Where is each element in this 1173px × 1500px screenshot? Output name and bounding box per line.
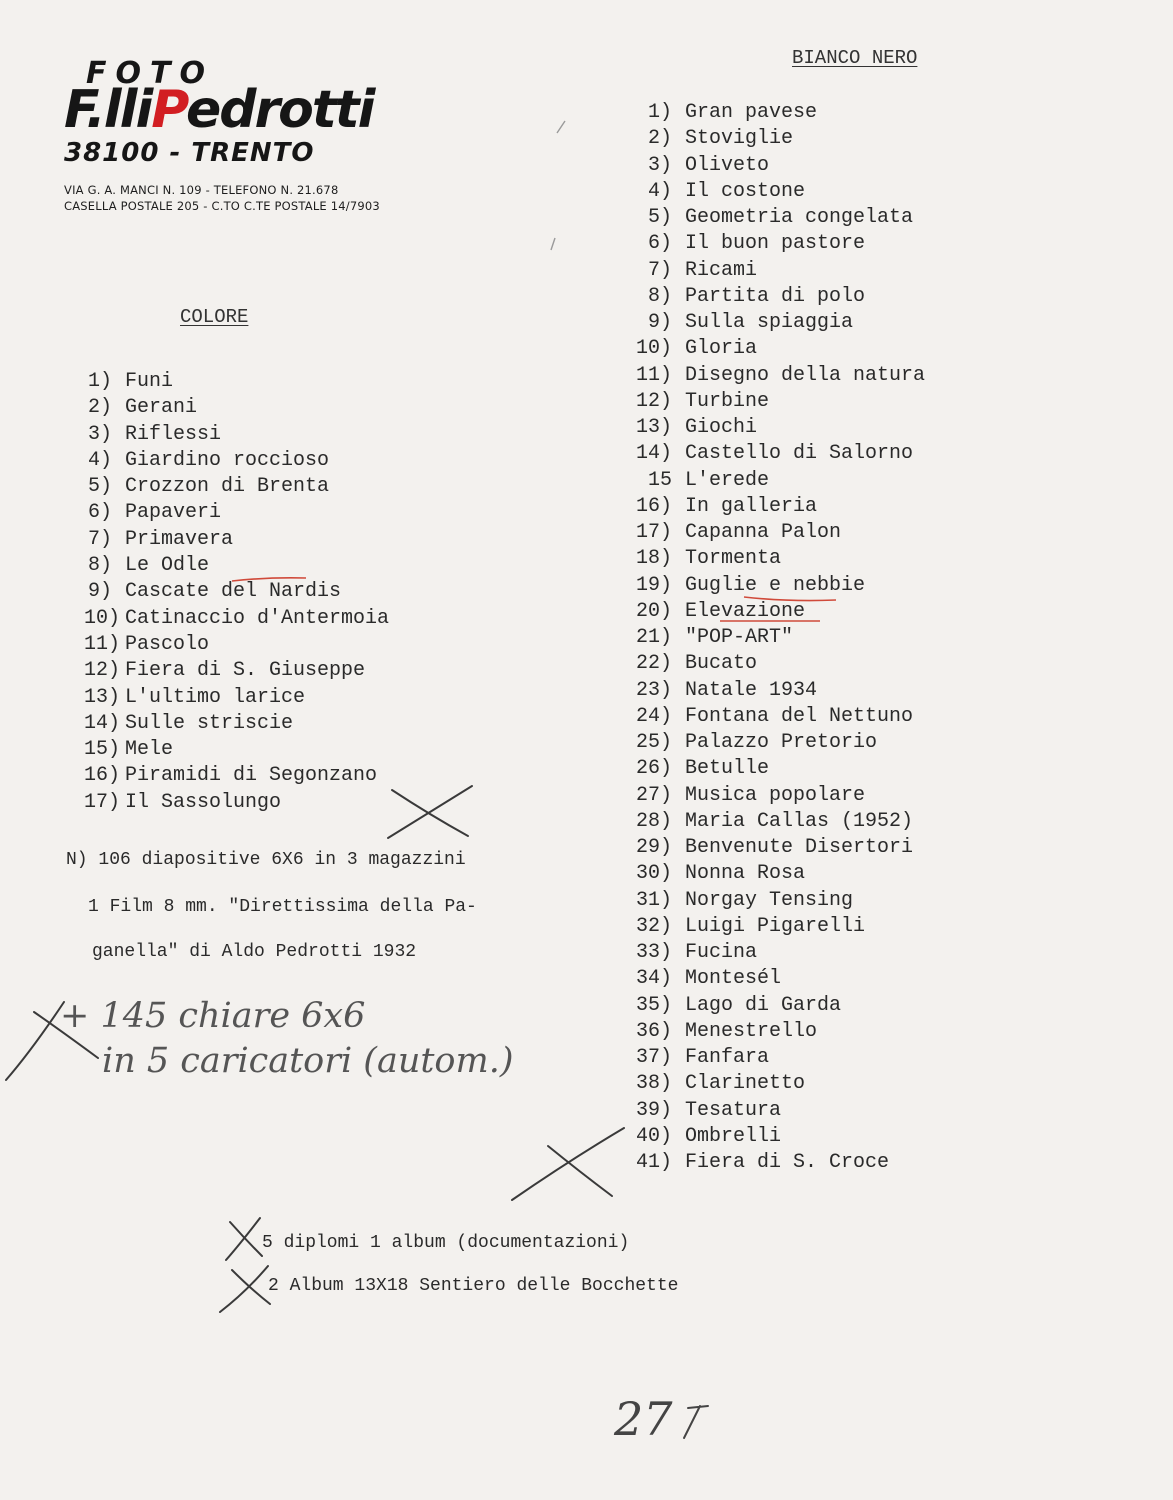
item-number: 16) [635, 494, 672, 518]
item-title: Stoviglie [685, 127, 794, 151]
item-number: 41) [635, 1151, 672, 1174]
item-title: Tormenta [685, 547, 782, 571]
item-title: Nonna Rosa [685, 862, 806, 886]
item-number: 24) [635, 704, 672, 728]
page-number: 27 [614, 1392, 673, 1446]
item-title: Primavera [125, 527, 234, 551]
item-number: 4) [87, 448, 112, 472]
item-number: 9) [647, 311, 672, 334]
item-title: Elevazione [685, 599, 806, 623]
bianco-nero-heading: BIANCO NERO [792, 47, 918, 69]
item-number: 25) [635, 731, 672, 754]
item-number: 8) [647, 284, 672, 308]
item-number: 30) [635, 862, 672, 886]
item-number: 13) [635, 416, 672, 439]
item-number: 35) [635, 993, 672, 1017]
item-number: 17) [84, 790, 121, 814]
item-title: Gran pavese [685, 101, 818, 124]
item-number: 27) [635, 783, 672, 807]
item-number: 11) [84, 632, 121, 656]
item-number: 10) [84, 606, 121, 630]
item-number: 37) [635, 1046, 672, 1069]
album-note: 2 Album 13X18 Sentiero delle Bocchette [268, 1276, 679, 1296]
item-number: 1) [647, 101, 672, 124]
item-title: Fontana del Nettuno [685, 704, 914, 728]
item-title: Ombrelli [685, 1124, 782, 1148]
item-number: 5) [647, 206, 672, 229]
item-title: Guglie e nebbie [685, 573, 866, 597]
item-number: 26) [635, 757, 672, 781]
item-title: Clarinetto [685, 1072, 806, 1096]
item-title: Fucina [685, 941, 758, 964]
handwritten-line1: + 145 chiare 6x6 [60, 996, 366, 1036]
item-title: Riflessi [125, 422, 222, 446]
item-title: Giardino roccioso [125, 448, 330, 472]
cross-mark-bianco-nero [548, 1146, 612, 1196]
item-number: 11) [635, 363, 672, 387]
item-number: 7) [647, 258, 672, 282]
item-title: Disegno della natura [685, 363, 926, 387]
item-title: Palazzo Pretorio [685, 731, 878, 754]
item-title: Natale 1934 [685, 678, 818, 702]
diplomi-note: 5 diplomi 1 album (documentazioni) [262, 1233, 630, 1253]
brand-rest: edrotti [186, 80, 374, 140]
item-number: 15) [84, 738, 121, 762]
item-title: Menestrello [685, 1019, 818, 1043]
item-number: 36) [635, 1019, 672, 1043]
item-title: Turbine [685, 389, 770, 413]
item-number: 39) [635, 1098, 672, 1122]
item-number: 3) [647, 153, 672, 177]
item-title: "POP-ART" [685, 626, 794, 649]
item-title: Sulle striscie [125, 711, 294, 735]
item-title: Papaveri [125, 501, 222, 525]
item-number: 20) [635, 599, 672, 623]
item-number: 6) [647, 232, 672, 256]
item-title: Benvenute Disertori [685, 836, 914, 859]
item-title: Fanfara [685, 1046, 770, 1069]
item-number: 14) [635, 442, 672, 466]
item-title: Fiera di S. Giuseppe [125, 659, 366, 683]
item-number: 12) [84, 659, 121, 683]
letterhead-foto: FOTO [86, 56, 214, 91]
item-title: Lago di Garda [685, 993, 842, 1017]
item-number: 34) [635, 967, 672, 991]
film-note-line2: ganella" di Aldo Pedrotti 1932 [92, 942, 417, 962]
item-number: 9) [87, 580, 112, 604]
item-title: Norgay Tensing [685, 888, 854, 912]
item-title: Il buon pastore [685, 232, 866, 256]
brand-prefix: F.lli [64, 80, 152, 140]
item-title: Betulle [685, 757, 770, 781]
item-number: 31) [635, 888, 672, 912]
item-title: Geometria congelata [685, 206, 914, 229]
item-title: Gerani [125, 396, 198, 420]
item-number: 29) [635, 836, 672, 859]
item-title: Capanna Palon [685, 521, 842, 544]
letterhead-city: 38100 - TRENTO [64, 138, 315, 168]
item-title: Catinaccio d'Antermoia [125, 606, 390, 630]
item-title: Partita di polo [685, 284, 866, 308]
item-number: 6) [87, 501, 112, 525]
item-number: 12) [635, 389, 672, 413]
item-title: Piramidi di Segonzano [125, 764, 378, 788]
item-title: Il costone [685, 179, 806, 203]
item-number: 4) [647, 179, 672, 203]
item-number: 32) [635, 914, 672, 938]
item-title: In galleria [685, 494, 818, 518]
item-number: 14) [84, 711, 121, 735]
item-number: 7) [87, 527, 112, 551]
letterhead-address-1: VIA G. A. MANCI N. 109 - TELEFONO N. 21.678 [64, 183, 339, 197]
item-title: Mele [125, 738, 174, 762]
item-title: Pascolo [125, 632, 210, 656]
film-note-line1: 1 Film 8 mm. "Direttissima della Pa- [88, 897, 477, 917]
item-title: Musica popolare [685, 783, 866, 807]
item-number: 1) [87, 370, 112, 393]
item-title: Cascate del Nardis [125, 580, 342, 604]
item-number: 28) [635, 809, 672, 833]
item-number: 13) [84, 685, 121, 709]
item-number: 19) [635, 573, 672, 597]
item-title: Ricami [685, 258, 758, 282]
item-title: Crozzon di Brenta [125, 475, 330, 499]
item-title: Castello di Salorno [685, 442, 914, 466]
red-underlines [232, 578, 836, 621]
item-title: Le Odle [125, 554, 210, 578]
item-number: 3) [87, 422, 112, 446]
item-title: L'erede [685, 468, 770, 492]
cross-mark-album [232, 1270, 270, 1304]
item-title: Oliveto [685, 153, 770, 177]
colore-heading: COLORE [180, 306, 249, 328]
item-number: 22) [635, 652, 672, 676]
item-title: Tesatura [685, 1098, 782, 1122]
item-number: 21) [635, 626, 672, 649]
item-number: 5) [87, 475, 112, 499]
item-number: 17) [635, 521, 672, 544]
item-number: 16) [84, 764, 121, 788]
brand-red-letter: P [151, 80, 186, 140]
item-title: Gloria [685, 337, 758, 361]
item-title: Montesél [685, 967, 782, 991]
item-title: Sulla spiaggia [685, 311, 854, 334]
item-number: 2) [647, 127, 672, 151]
item-number: 10) [635, 337, 672, 361]
item-title: Bucato [685, 652, 758, 676]
item-title: Il Sassolungo [125, 790, 282, 814]
letterhead-address-2: CASELLA POSTALE 205 - C.TO C.TE POSTALE 14/7903 [64, 199, 380, 213]
item-number: 38) [635, 1072, 672, 1096]
item-title: Funi [125, 370, 174, 393]
item-title: Giochi [685, 416, 758, 439]
slides-note: N) 106 diapositive 6X6 in 3 magazzini [66, 850, 466, 870]
item-number: 18) [635, 547, 672, 571]
item-number: 8) [87, 554, 112, 578]
item-number: 2) [87, 396, 112, 420]
handwritten-line2: in 5 caricatori (autom.) [102, 1041, 514, 1081]
item-title: L'ultimo larice [125, 685, 306, 709]
item-title: Fiera di S. Croce [685, 1151, 890, 1174]
item-number: 23) [635, 678, 672, 702]
item-number: 33) [635, 941, 672, 964]
item-number: 40) [635, 1124, 672, 1148]
item-title: Maria Callas (1952) [685, 809, 914, 833]
cross-mark-handwritten [34, 1012, 98, 1058]
item-title: Luigi Pigarelli [685, 914, 866, 938]
item-number: 15 [647, 468, 672, 492]
